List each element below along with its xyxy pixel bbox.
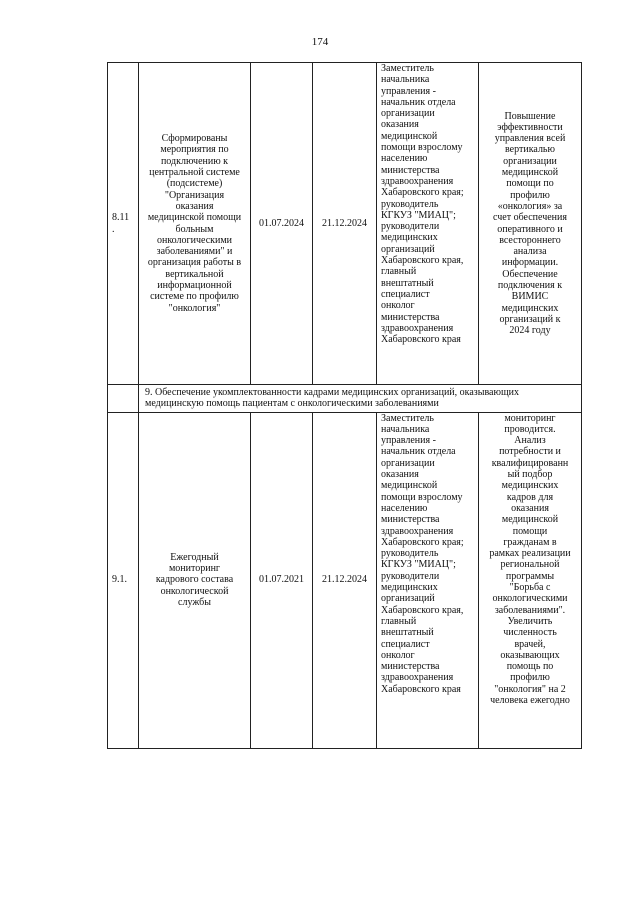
expected-result: мониторинг проводится. Анализ потребности и квалифицированн ый подбор медицинских кадров для оказания медицинской помощи гражданам в рамках реализации региональной программы "Борьба с онкологическими заболеваниями". Увеличить численность врачей, оказывающих помощь по профилю "онкология" на 2 человека ежегодно [479,412,582,748]
measure-name: Сформированы мероприятия по подключению к центральной системе (подсистеме) "Организация оказания медицинской помощи больным онкологическими заболеваниями" и организация работы в вертикальной информационной системе по профилю "онкология" [139,63,251,385]
row-number: 8.11 . [108,63,139,385]
expected-result: Повышение эффективности управления всей вертикалью организации медицинской помощи по профилю «онкология» за счет обеспечения оперативного и всестороннего анализа информации. Обеспечение подключения к ВИМИС медицинских организаций к 2024 году [479,63,582,385]
row-number: 9.1. [108,412,139,748]
section-number-cell [108,385,139,413]
section-title: 9. Обеспечение укомплектованности кадрами медицинских организаций, оказывающих медицинскую помощь пациентам с онкологическими заболеваниями [139,385,582,413]
end-date: 21.12.2024 [313,412,377,748]
section-row-9 [108,385,582,413]
table-row-8-11 [108,63,582,385]
responsible-persons: Заместитель начальника управления - начальник отдела организации оказания медицинской помощи взрослому населению министерства здравоохранения Хабаровского края; руководитель КГКУЗ "МИАЦ"; руководители медицинских организаций Хабаровского края, главный внештатный специалист онколог министерства здравоохранения Хабаровского края [377,412,479,748]
responsible-persons: Заместитель начальника управления - начальник отдела организации оказания медицинской помощи взрослому населению министерства здравоохранения Хабаровского края; руководитель КГКУЗ "МИАЦ"; руководители медицинских организаций Хабаровского края, главный внештатный специалист онколог министерства здравоохранения Хабаровского края [377,63,479,385]
measures-table [107,62,582,749]
table-row-9-1 [108,412,582,748]
end-date: 21.12.2024 [313,63,377,385]
start-date: 01.07.2024 [251,63,313,385]
measure-name: Ежегодный мониторинг кадрового состава онкологической службы [139,412,251,748]
start-date: 01.07.2021 [251,412,313,748]
page-number: 174 [311,36,329,48]
